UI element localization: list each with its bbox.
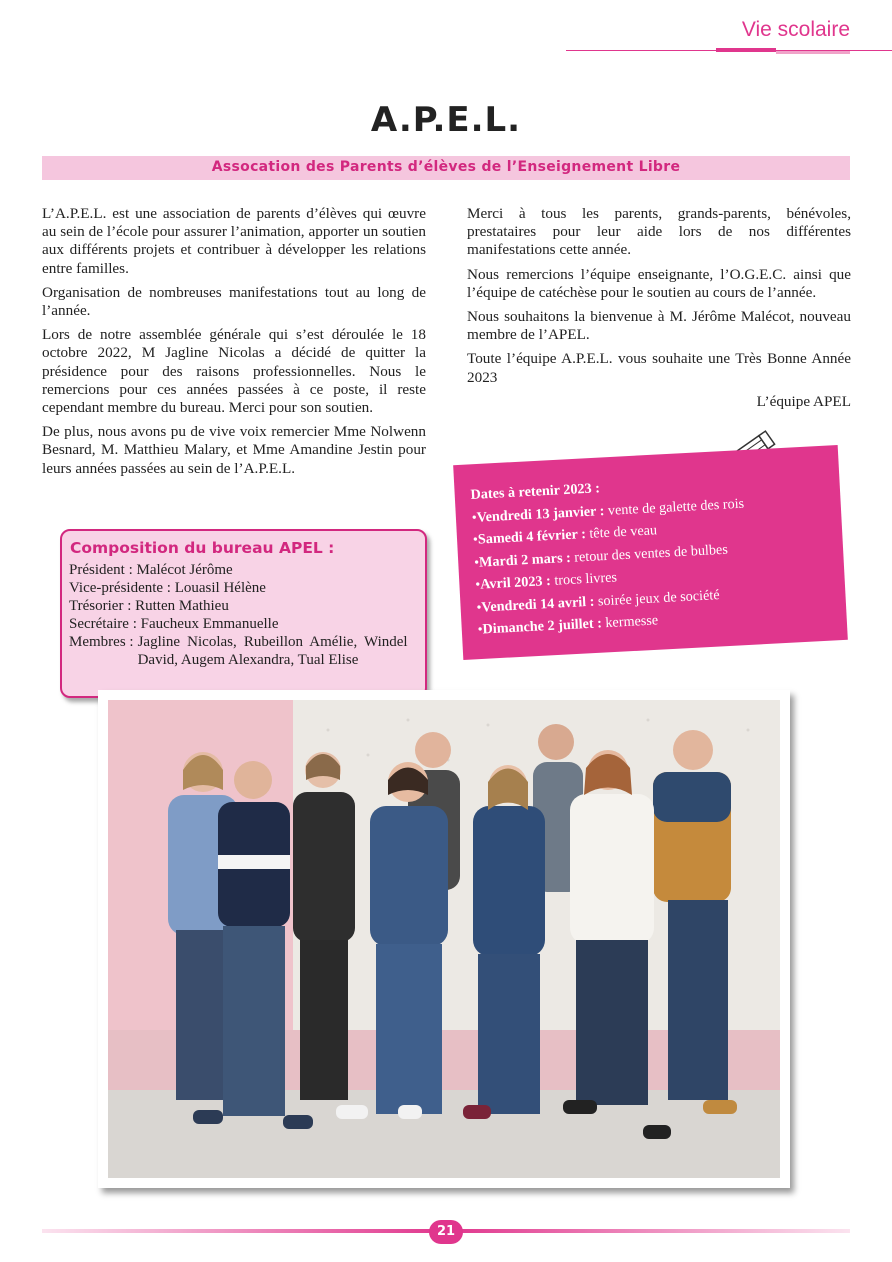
- page-title: A.P.E.L.: [370, 100, 522, 140]
- bullet: •: [471, 509, 478, 526]
- right-column: [467, 205, 851, 411]
- bullet: •: [473, 554, 480, 571]
- paragraph: L’A.P.E.L. est une association de parents d’élèves qui œuvre au sein de l’école pour assurer l’animation, apporter un soutien aux différents projets et contribuer à développer les relations entre familles.: [42, 205, 426, 277]
- date-event: kermesse: [604, 612, 659, 632]
- dates-title: Dates à retenir 2023 :: [470, 480, 601, 503]
- secretaire: Secrétaire : Faucheux Emmanuelle: [69, 616, 279, 632]
- paragraph: De plus, nous avons pu de vive voix remercier Mme Nolwenn Besnard, M. Matthieu Malary, et Mme Amandine Jestin pour leurs années passées au sein de l’A.P.E.L.: [42, 423, 426, 477]
- date-label: Samedi 4 février :: [477, 526, 587, 548]
- paragraph: Nous remercions l’équipe enseignante, l’O.G.E.C. ainsi que l’équipe de catéchèse pour le soutien au cours de l’année.: [467, 265, 851, 301]
- left-column: [42, 205, 426, 484]
- date-event: retour des ventes de bulbes: [573, 541, 729, 566]
- bullet: •: [472, 531, 479, 548]
- date-event: tête de veau: [588, 522, 658, 542]
- members-label: Membres :: [69, 634, 134, 650]
- tresorier: Trésorier : Rutten Mathieu: [69, 598, 229, 614]
- bullet: •: [477, 621, 484, 638]
- bullet: •: [474, 576, 481, 593]
- date-event: soirée jeux de société: [597, 586, 720, 609]
- subtitle: Assocation des Parents d’élèves de l’Enseignement Libre: [211, 159, 681, 175]
- date-event: vente de galette des rois: [607, 495, 745, 519]
- bullet: •: [476, 599, 482, 616]
- composition-title: Composition du bureau APEL :: [70, 539, 335, 557]
- date-label: Mardi 2 mars :: [478, 549, 572, 571]
- signature: L’équipe APEL: [756, 392, 851, 410]
- members-row: [69, 633, 419, 669]
- header-rule-accent-light: [776, 51, 850, 54]
- date-label: Avril 2023 :: [479, 572, 552, 593]
- paragraph: Merci à tous les parents, grands-parents, bénévoles, prestataires pour leur aide lors de nos différentes manifestations cette année.: [467, 205, 851, 259]
- paragraph: Lors de notre assemblée générale qui s’est déroulée le 18 octobre 2022, M Jagline Nicolas a décidé de quitter la présidence pour des raisons professionnelles. Nous le remercions pour ces années passées à ce poste, il reste cependant membre du bureau. Merci pour son soutien.: [42, 326, 426, 417]
- date-event: trocs livres: [553, 569, 618, 589]
- president: Président : Malécot Jérôme: [69, 562, 233, 578]
- date-label: Vendredi 13 janvier :: [476, 502, 605, 526]
- paragraph: Toute l’équipe A.P.E.L. vous souhaite une Très Bonne Année 2023: [467, 350, 851, 386]
- vice-president: Vice-présidente : Louasil Hélène: [69, 580, 266, 596]
- header-rule-accent: [716, 48, 776, 52]
- group-photo-frame: [98, 690, 790, 1188]
- paragraph: Nous souhaitons la bienvenue à M. Jérôme Malécot, nouveau membre de l’APEL.: [467, 308, 851, 344]
- date-label: Vendredi 14 avril :: [481, 593, 595, 616]
- subtitle-bar: [42, 156, 850, 180]
- composition-panel: [60, 529, 427, 698]
- paragraph: Organisation de nombreuses manifestations tout au long de l’année.: [42, 283, 426, 320]
- dates-list: [470, 465, 838, 641]
- group-photo: [108, 700, 780, 1178]
- composition-list: [69, 561, 419, 669]
- section-title: Vie scolaire: [741, 18, 850, 41]
- page-number: 21: [429, 1220, 463, 1244]
- date-label: Dimanche 2 juillet :: [482, 615, 603, 638]
- members-list: Jagline Nicolas, Rubeillon Amélie, Windel David, Augem Alexandra, Tual Elise: [137, 634, 408, 668]
